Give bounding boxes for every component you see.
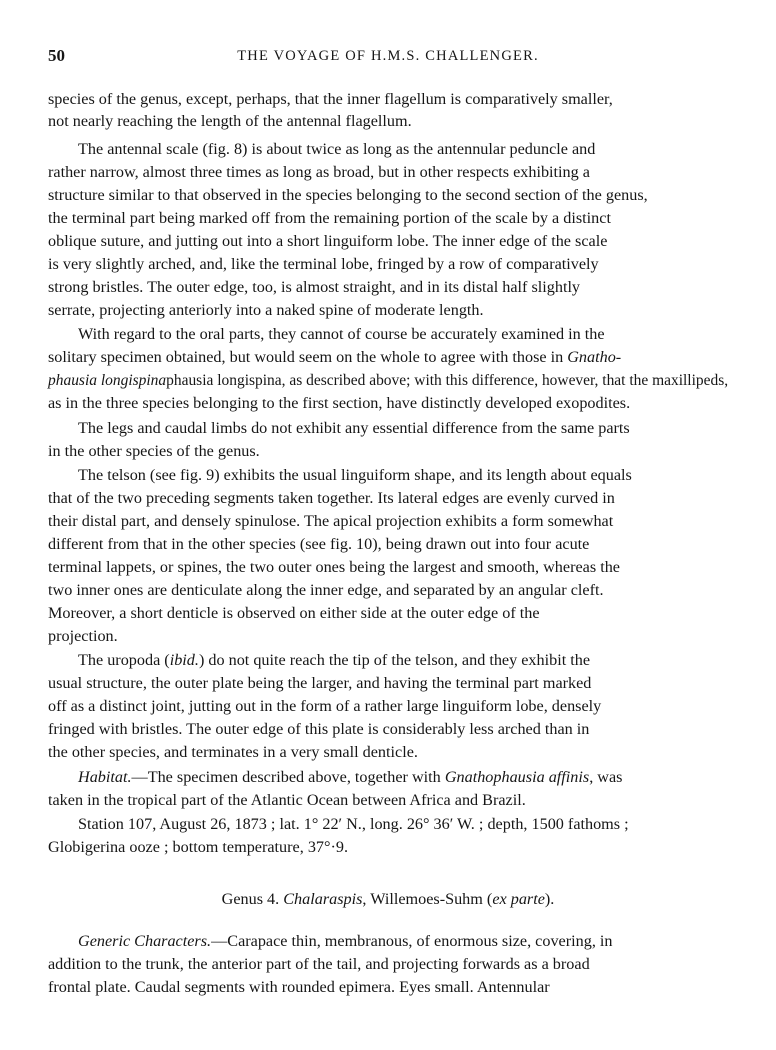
text-line: different from that in the other species (see fig. 10), being drawn out into four acute [48,535,590,553]
genus-name: Chalaraspis [283,890,363,908]
text-line: solitary specimen obtained, but would seem on the whole to agree with those in Gnatho- [48,348,622,366]
text-line: off as a distinct joint, jutting out in the form of a rather large linguiform lobe, densely [48,697,602,715]
text-line: two inner ones are denticulate along the inner edge, and separated by an angular cleft. [48,581,604,599]
text-line: rather narrow, almost three times as long as broad, but in other respects exhibiting a [48,163,590,181]
habitat-label: Habitat. [78,768,132,786]
text-line: is very slightly arched, and, like the terminal lobe, fringed by a row of comparatively [48,255,599,273]
text-line: The uropoda (ibid.) do not quite reach the tip of the telson, and they exhibit the [78,651,591,669]
text-line: usual structure, the outer plate being the larger, and having the terminal part marked [48,674,592,692]
text-line: not nearly reaching the length of the antennal flagellum. [48,112,412,130]
text-line: terminal lappets, or spines, the two outer ones being the largest and smooth, whereas the [48,558,620,576]
text-line: species of the genus, except, perhaps, that the inner flagellum is comparatively smaller, [48,90,613,108]
text-line: strong bristles. The outer edge, too, is almost straight, and in its distal half slightly [48,278,581,296]
page-header [48,46,728,68]
page-number: 50 [48,46,65,65]
text-line: Habitat.—The specimen described above, together with Gnathophausia affinis, was [78,768,623,786]
text-line: phausia longispinaphausia longispina, as described above; with this difference, however, that the maxillipeds, [48,371,729,389]
text-line: the other species, and terminates in a very small denticle. [48,743,418,761]
text-line: oblique suture, and jutting out into a short linguiform lobe. The inner edge of the scale [48,232,608,250]
generic-characters-label: Generic Characters. [78,932,212,950]
text-line: The antennal scale (fig. 8) is about twice as long as the antennular peduncle and [78,140,596,158]
genus-qualifier: ex parte [492,890,545,908]
text-line: fringed with bristles. The outer edge of this plate is considerably less arched than in [48,720,590,738]
text-line: their distal part, and densely spinulose. The apical projection exhibits a form somewhat [48,512,614,530]
text-line: addition to the trunk, the anterior part of the tail, and projecting forwards as a broad [48,955,590,973]
text-line: as in the three species belonging to the first section, have distinctly developed exopodites. [48,394,631,412]
text-line: taken in the tropical part of the Atlantic Ocean between Africa and Brazil. [48,791,526,809]
text-line: With regard to the oral parts, they cannot of course be accurately examined in the [78,325,605,343]
text-line: Moreover, a short denticle is observed on either side at the outer edge of the [48,604,540,622]
text-line: that of the two preceding segments taken together. Its lateral edges are evenly curved in [48,489,615,507]
text-line: Generic Characters.—Carapace thin, membranous, of enormous size, covering, in [78,932,613,950]
text-line: in the other species of the genus. [48,442,260,460]
species-name: Gnathophausia affinis [444,768,590,786]
text-line: serrate, projecting anteriorly into a naked spine of moderate length. [48,301,484,319]
text-line: projection. [48,627,118,645]
text-line: Station 107, August 26, 1873 ; lat. 1° 22′ N., long. 26° 36′ W. ; depth, 1500 fathoms ; [78,815,629,833]
citation-abbrev: ibid. [169,651,199,669]
genus-heading: Genus 4. Chalaraspis, Willemoes-Suhm (ex parte). [221,890,555,908]
text-line: frontal plate. Caudal segments with rounded epimera. Eyes small. Antennular [48,978,550,996]
text-line: structure similar to that observed in the species belonging to the second section of the genus, [48,186,648,204]
text-line: Globigerina ooze ; bottom temperature, 37°·9. [48,838,349,856]
running-head: THE VOYAGE OF H.M.S. CHALLENGER. [237,48,539,64]
species-name: phausia longispina [48,371,167,389]
text-line: The telson (see fig. 9) exhibits the usual linguiform shape, and its length about equals [78,466,632,484]
species-name: Gnatho- [567,348,622,366]
text-line: The legs and caudal limbs do not exhibit any essential difference from the same parts [78,419,630,437]
text-line: the terminal part being marked off from the remaining portion of the scale by a distinct [48,209,611,227]
